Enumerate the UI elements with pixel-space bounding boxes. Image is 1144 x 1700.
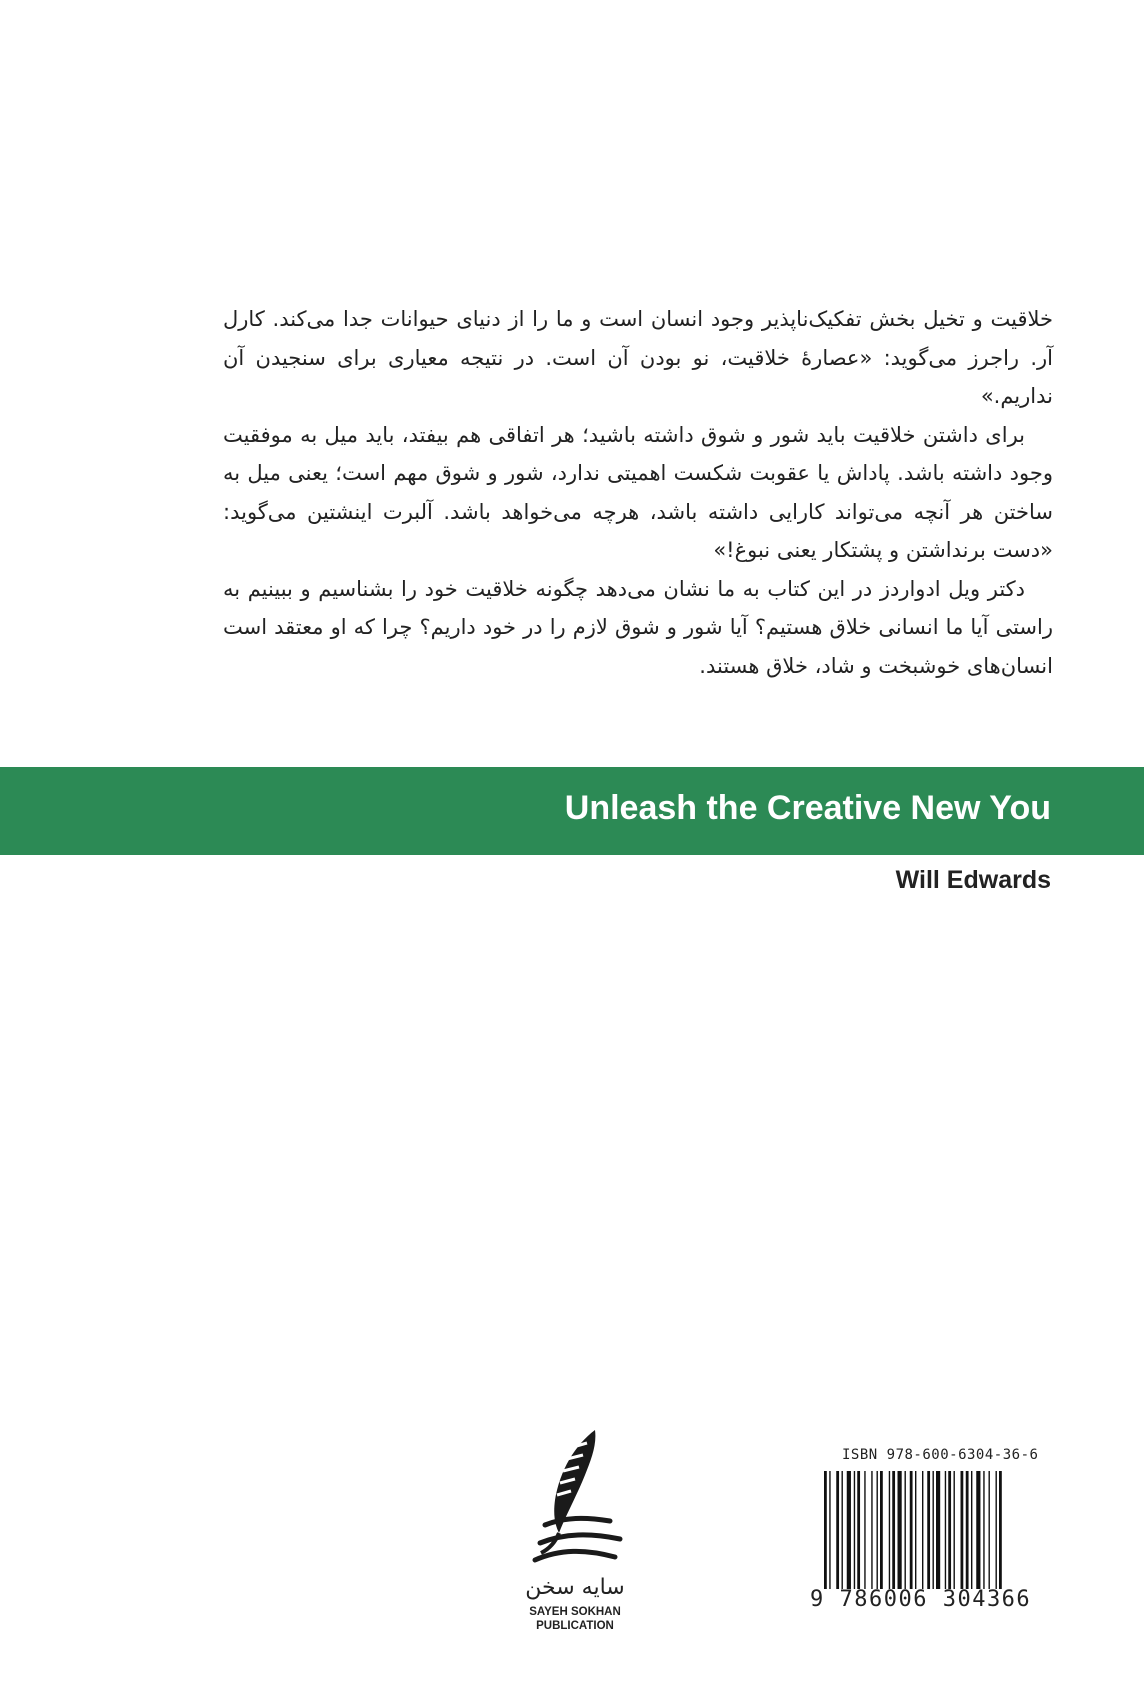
barcode-digits: 9 786006 304366	[810, 1587, 1032, 1612]
blurb-paragraph-2: برای داشتن خلاقیت باید شور و شوق داشته باشید؛ هر اتفاقی هم بیفتد، باید میل به موفقیت وجود داشته باشد. پاداش یا عقوبت شکست اهمیتی ندارد، شور و شوق مهم است؛ یعنی میل به ساختن هر آنچه می‌تواند کارایی داشته باشد، هرچه می‌خواهد باشد. آلبرت اینشتین می‌گوید: «دست برنداشتن و پشتکار یعنی نبوغ!»	[223, 422, 1053, 562]
publisher-logo	[500, 1425, 650, 1640]
publisher-name-en: SAYEH SOKHAN PUBLICATION	[529, 1606, 621, 1632]
isbn-label: ISBN 978-600-6304-36-6	[842, 1447, 1039, 1463]
isbn-barcode	[810, 1447, 1060, 1637]
barcode-bars	[810, 1471, 1060, 1589]
publisher-name-fa: سایه سخن	[525, 1575, 625, 1600]
blurb-paragraph-1: خلاقیت و تخیل بخش تفکیک‌ناپذیر وجود انسان است و ما را از دنیای حیوانات جدا می‌کند. کارل آر. راجرز می‌گوید: «عصارهٔ خلاقیت، نو بودن آن است. در نتیجه معیاری برای سنجیدن آن نداریم.»	[223, 307, 1053, 408]
book-title: Unleash the Creative New You	[564, 789, 1051, 827]
back-cover-blurb	[223, 300, 1053, 685]
title-band	[0, 767, 1144, 855]
author-name: Will Edwards	[895, 866, 1051, 894]
blurb-paragraph-3: دکتر ویل ادواردز در این کتاب به ما نشان می‌دهد چگونه خلاقیت خود را بشناسیم و ببینیم به راستی آیا ما انسانی خلاق هستیم؟ آیا شور و شوق لازم را در خود داریم؟ چرا که او معتقد است انسان‌های خوشبخت و شاد، خلاق هستند.	[223, 576, 1053, 678]
feather-quill-icon	[525, 1425, 625, 1575]
